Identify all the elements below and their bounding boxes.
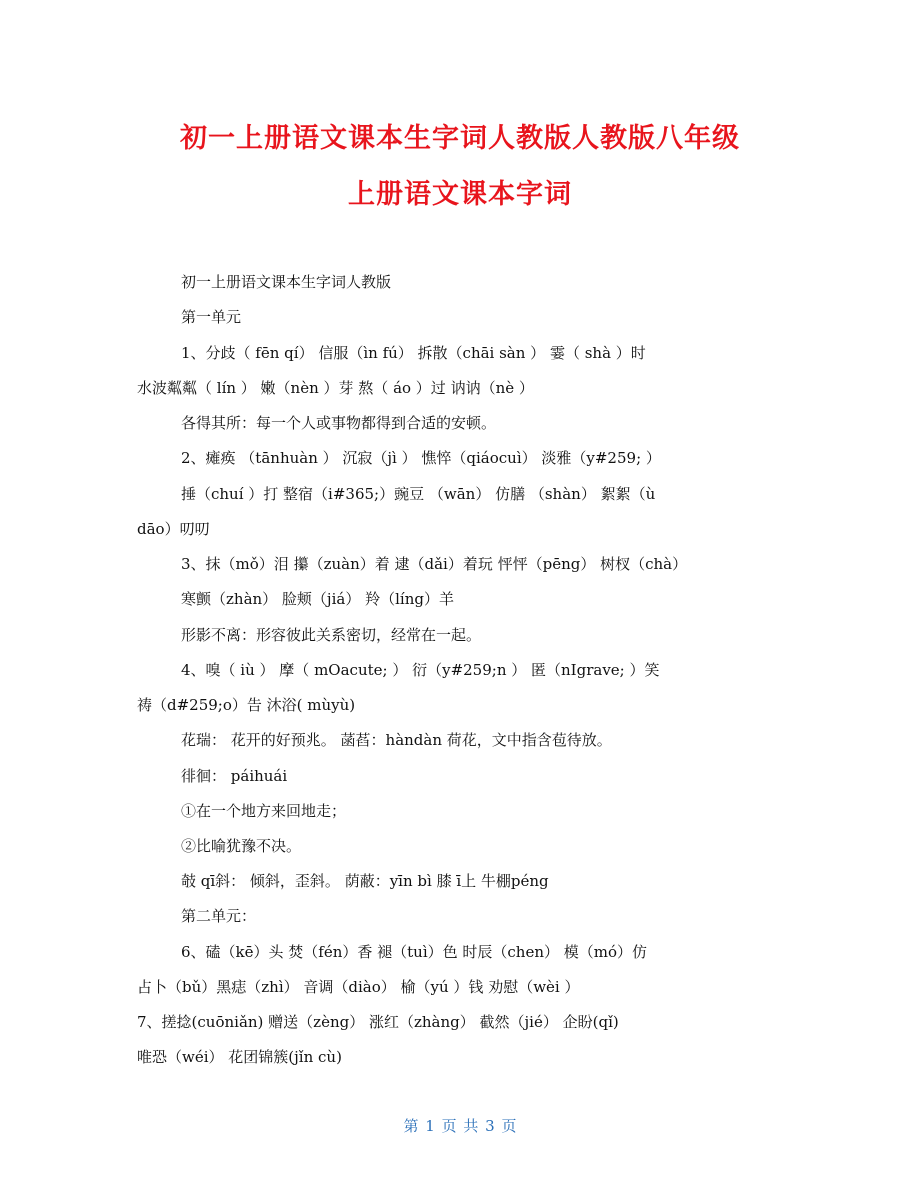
body-line: 初一上册语文课本生字词人教版 — [181, 273, 392, 291]
body-line: 第一单元 — [181, 308, 242, 326]
body-line: 花瑞： 花开的好预兆。 菡萏：hàndàn 荷花，文中指含苞待放。 — [181, 731, 612, 749]
body-line: 各得其所：每一个人或事物都得到合适的安顿。 — [181, 414, 497, 432]
document-title-line-2: 上册语文课本字词 — [348, 179, 572, 210]
body-line: 6、磕（kē）头 焚（fén）香 褪（tuì）色 时辰（chen） 模（mó）仿 — [181, 943, 648, 961]
body-line: 攲 qī斜： 倾斜，歪斜。 荫蔽：yīn bì 膝 ī上 牛棚péng — [181, 872, 549, 890]
body-line: 3、抹（mǒ）泪 攥（zuàn）着 逮（dǎi）着玩 怦怦（pēng） 树杈（chà） — [181, 555, 688, 573]
body-line: 1、分歧（ fēn qí） 信服（ìn fú） 拆散（chāi sàn ） 霎（ shà ）时 — [181, 344, 646, 362]
body-line: 寒颤（zhàn） 脸颊（jiá） 羚（líng）羊 — [181, 590, 454, 608]
body-line: 唯恐（wéi） 花团锦簇(jǐn cù) — [137, 1048, 342, 1066]
body-line: 水波粼粼（ lín ） 嫩（nèn ）芽 熬（ áo ）过 讷讷（nè ） — [137, 379, 534, 397]
body-line: dāo）叨叨 — [137, 520, 210, 538]
body-line: 第二单元： — [181, 907, 257, 925]
body-line: 4、嗅（ iù ） 摩（ mOacute; ） 衍（y#259;n ） 匿（nIgrave; ）笑 — [181, 661, 660, 679]
body-line: ②比喻犹豫不决。 — [181, 837, 302, 855]
body-line: 捶（chuí ）打 整宿（i#365;）豌豆 （wān） 仿膳 （shàn） 絮絮（ù — [181, 485, 656, 503]
body-line: 7、搓捻(cuōniǎn) 赠送（zèng） 涨红（zhàng） 截然（jié） 企盼(qǐ) — [137, 1013, 619, 1031]
body-line: 占卜（bǔ）黑痣（zhì） 音调（diào） 榆（yú ）钱 劝慰（wèi ） — [137, 978, 580, 996]
body-line: 2、瘫痪 （tānhuàn ） 沉寂（jì ） 憔悴（qiáocuì） 淡雅（y#259; ） — [181, 449, 661, 467]
body-line: 形影不离：形容彼此关系密切，经常在一起。 — [181, 626, 482, 644]
body-line: 祷（d#259;o）告 沐浴( mùyù) — [137, 696, 356, 714]
body-line: 徘徊： páihuái — [181, 767, 288, 785]
page-number-footer: 第 1 页 共 3 页 — [403, 1117, 517, 1135]
body-line: ①在一个地方来回地走； — [181, 802, 347, 820]
document-title-line-1: 初一上册语文课本生字词人教版人教版八年级 — [180, 123, 740, 154]
